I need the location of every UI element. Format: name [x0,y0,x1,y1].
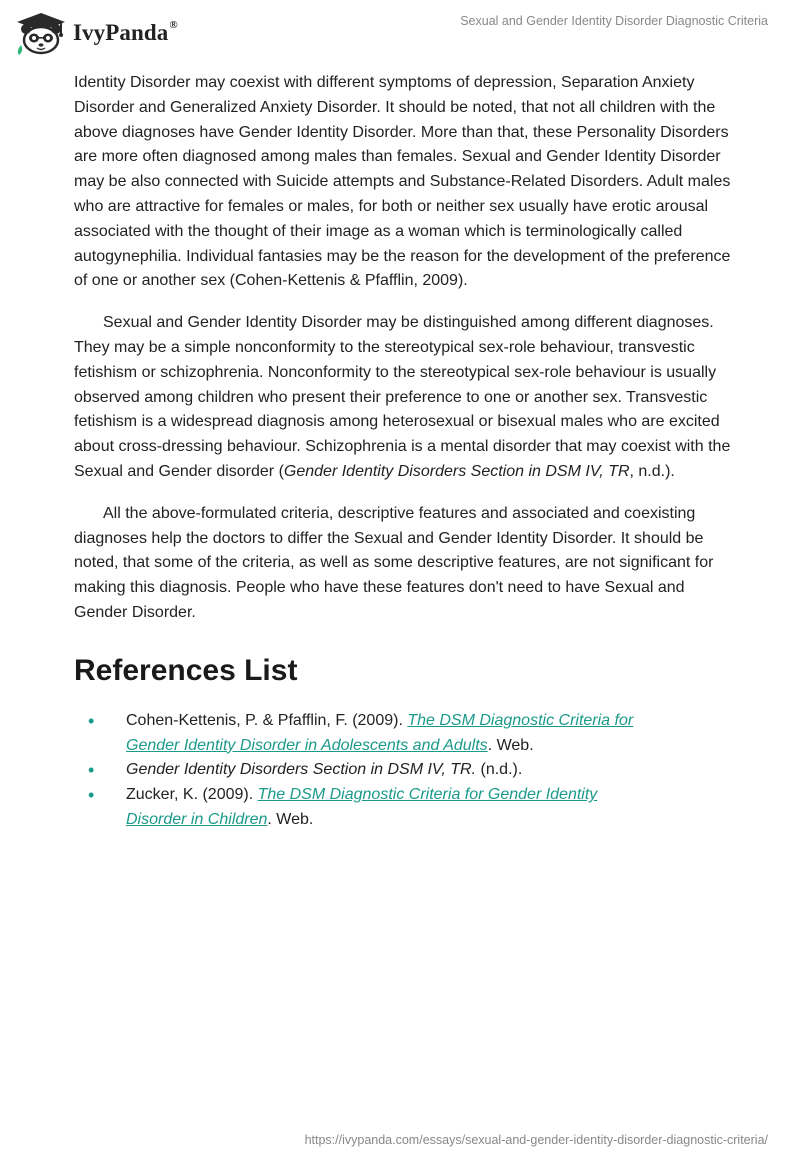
reference-item [74,783,646,833]
paragraph-2-text: Sexual and Gender Identity Disorder may be distinguished among different diagnoses. They may be a simple nonconformity to the stereotypical sex-role behaviour, transvestic fetishism or schizophrenia. Nonconformity to the stereotypical sex-role behaviour is usually observed among children who present their preference to one or another sex. Transvestic fetishism is a widespread diagnosis among heterosexual or bisexual males who are excited about cross-dressing behaviour. Schizophrenia is a mental disorder that may coexist with the Sexual and Gender disorder ( [74,314,731,480]
reference-link[interactable]: The DSM Diagnostic Criteria for Gender Identity Disorder in Adolescents and Adults [126,711,634,754]
references-list [74,709,734,833]
brand-logo[interactable] [15,8,178,58]
document-title: Sexual and Gender Identity Disorder Diagnostic Criteria [460,14,768,28]
reference-authors: Zucker, K. (2009). [126,786,258,804]
reference-suffix: (n.d.). [476,761,523,779]
bullet-icon: • [88,710,95,731]
bullet-icon: • [88,760,95,781]
reference-suffix: . Web. [487,736,534,754]
reference-link[interactable]: The DSM Diagnostic Criteria for Gender Identity Disorder in Children [126,786,598,828]
reference-title: Gender Identity Disorders Section in DSM IV, TR. [126,761,477,779]
bullet-icon: • [88,785,95,806]
reference-authors: Cohen-Kettenis, P. & Pfafflin, F. (2009). [126,711,408,729]
paragraph-1: Identity Disorder may coexist with different symptoms of depression, Separation Anxiety Disorder and Generalized Anxiety Disorder. It should be noted, that not all children with the above diagnoses have Gender Identity Disorder. More than that, these Personality Disorders are more often diagnosed among males than females. Sexual and Gender Identity Disorder may be also connected with Suicide attempts and Substance-Related Disorders. Adult males who are attractive for females or males, for both or neither sex usually have erotic arousal associated with the thought of their image as a woman which is terminologically called autogynephilia. Individual fantasies may be the reason for the development of the preference of one or another sex (Cohen-Kettenis & Pfafflin, 2009). [74,74,731,290]
footer-url[interactable]: https://ivypanda.com/essays/sexual-and-gender-identity-disorder-diagnostic-criteria/ [304,1133,768,1147]
brand-name: IvyPanda® [73,19,178,45]
panda-logo-icon [15,11,67,55]
paragraph-3: All the above-formulated criteria, descriptive features and associated and coexisting diagnoses help the doctors to differ the Sexual and Gender Identity Disorder. It should be noted, that some of the criteria, as well as some descriptive features, are not significant for making this diagnosis. People who have these features don't need to have Sexual and Gender Disorder. [74,504,714,621]
paragraph-2-citation-title: Gender Identity Disorders Section in DSM IV, TR [283,462,630,480]
paragraph-2-citation-tail: , n.d.). [629,462,675,480]
references-heading: References List [74,653,298,687]
reference-item [74,709,646,759]
essay-content [74,71,734,833]
reference-item [74,758,646,783]
paragraph-2 [74,311,734,485]
reference-suffix: . Web. [267,810,314,828]
